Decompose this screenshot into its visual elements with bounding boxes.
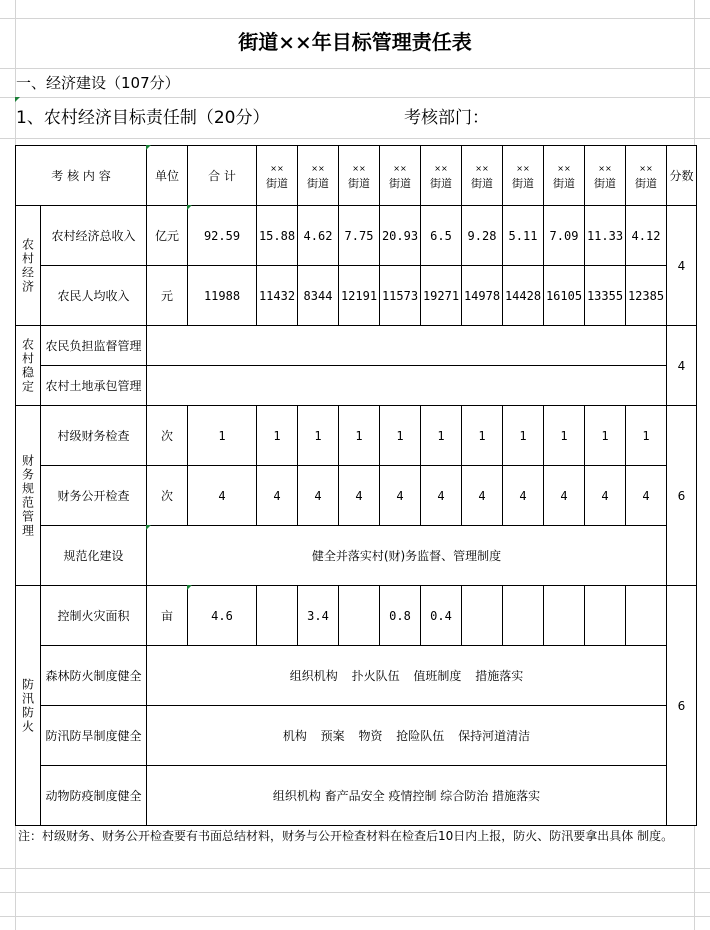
cell-value (462, 586, 503, 646)
table-row (16, 406, 697, 466)
header-content: 考 核 内 容 (16, 146, 147, 206)
score-cell: 4 (667, 326, 697, 406)
cell-value: 19271 (421, 266, 462, 326)
row-span-text: 组织机构 畜产品安全 疫情控制 综合防治 措施落实 (147, 766, 667, 826)
responsibility-table (15, 145, 697, 826)
row-span-text: 组织机构 扑火队伍 值班制度 措施落实 (147, 646, 667, 706)
cell-value: 1 (503, 406, 544, 466)
row-item: 防汛防旱制度健全 (41, 706, 147, 766)
cell-value: 20.93 (380, 206, 421, 266)
header-street-9: ×× 街道 (585, 146, 626, 206)
cell-value: 14978 (462, 266, 503, 326)
row-unit: 元 (147, 266, 188, 326)
row-span-text: 健全并落实村(财)务监督、管理制度 (147, 526, 667, 586)
row-unit: 亿元 (147, 206, 188, 266)
row-item: 动物防疫制度健全 (41, 766, 147, 826)
cell-value: 4 (626, 466, 667, 526)
header-street-6: ×× 街道 (462, 146, 503, 206)
header-street-7: ×× 街道 (503, 146, 544, 206)
cell-value: 7.09 (544, 206, 585, 266)
cell-value: 4 (421, 466, 462, 526)
cell-value: 4 (380, 466, 421, 526)
dept-label: 考核部门： (404, 108, 489, 128)
row-total: 92.59 (188, 206, 257, 266)
cell-value: 4 (544, 466, 585, 526)
cell-value: 1 (421, 406, 462, 466)
cell-value: 1 (380, 406, 421, 466)
score-cell: 6 (667, 586, 697, 826)
cell-value: 4 (257, 466, 298, 526)
cell-marker (187, 205, 192, 210)
cell-value: 4.62 (298, 206, 339, 266)
row-total: 1 (188, 406, 257, 466)
score-cell: 4 (667, 206, 697, 326)
cell-value: 4 (585, 466, 626, 526)
cell-value: 9.28 (462, 206, 503, 266)
cell-marker (187, 585, 192, 590)
table-row (16, 586, 697, 646)
cell-value: 1 (339, 406, 380, 466)
empty-span (147, 326, 667, 366)
cell-value: 1 (626, 406, 667, 466)
row-total: 4 (188, 466, 257, 526)
page-title: 街道××年目标管理责任表 (238, 30, 472, 54)
header-total: 合 计 (188, 146, 257, 206)
table-row (16, 466, 697, 526)
row-item: 农民负担监督管理 (41, 326, 147, 366)
cell-value: 4 (298, 466, 339, 526)
cell-value: 0.8 (380, 586, 421, 646)
row-item: 村级财务检查 (41, 406, 147, 466)
cell-value: 4 (503, 466, 544, 526)
header-street-3: ×× 街道 (339, 146, 380, 206)
table-row (16, 646, 697, 706)
section-heading-economy: 一、经济建设（107分） (16, 74, 180, 92)
header-unit: 单位 (147, 146, 188, 206)
cell-value (544, 586, 585, 646)
group-finance: 财务规范管理 (16, 406, 41, 586)
table-row (16, 526, 697, 586)
cell-marker (146, 525, 151, 530)
cell-value: 15.88 (257, 206, 298, 266)
cell-value: 14428 (503, 266, 544, 326)
row-total: 4.6 (188, 586, 257, 646)
table-row (16, 706, 697, 766)
cell-value: 11573 (380, 266, 421, 326)
cell-value: 12191 (339, 266, 380, 326)
row-item: 规范化建设 (41, 526, 147, 586)
row-item: 森林防火制度健全 (41, 646, 147, 706)
group-flood-fire: 防汛防火 (16, 586, 41, 826)
row-item: 控制火灾面积 (41, 586, 147, 646)
group-rural-economy: 农村经济 (16, 206, 41, 326)
cell-value: 5.11 (503, 206, 544, 266)
cell-value (585, 586, 626, 646)
cell-value: 1 (544, 406, 585, 466)
cell-value: 3.4 (298, 586, 339, 646)
cell-value: 4 (339, 466, 380, 526)
cell-value: 12385 (626, 266, 667, 326)
row-unit: 次 (147, 406, 188, 466)
row-item: 农村土地承包管理 (41, 366, 147, 406)
cell-value: 8344 (298, 266, 339, 326)
header-street-2: ×× 街道 (298, 146, 339, 206)
row-item: 农民人均收入 (41, 266, 147, 326)
cell-marker (146, 145, 151, 150)
table-row (16, 366, 697, 406)
cell-value: 11.33 (585, 206, 626, 266)
cell-value: 11432 (257, 266, 298, 326)
cell-value (257, 586, 298, 646)
header-street-5: ×× 街道 (421, 146, 462, 206)
cell-value: 1 (298, 406, 339, 466)
table-row (16, 206, 697, 266)
table-row (16, 266, 697, 326)
header-score: 分数 (667, 146, 697, 206)
row-item: 农村经济总收入 (41, 206, 147, 266)
cell-value (503, 586, 544, 646)
header-street-10: ×× 街道 (626, 146, 667, 206)
row-item: 财务公开检查 (41, 466, 147, 526)
cell-value: 1 (257, 406, 298, 466)
table-row (16, 326, 697, 366)
row-unit: 次 (147, 466, 188, 526)
cell-value: 7.75 (339, 206, 380, 266)
cell-value: 16105 (544, 266, 585, 326)
footnote: 注：村级财务、财务公开检查要有书面总结材料，财务与公开检查材料在检查后10日内上报，防火、防汛要拿出具体 制度。 (18, 829, 674, 843)
cell-value (339, 586, 380, 646)
cell-value: 0.4 (421, 586, 462, 646)
header-street-8: ×× 街道 (544, 146, 585, 206)
empty-span (147, 366, 667, 406)
row-span-text: 机构 预案 物资 抢险队伍 保持河道清洁 (147, 706, 667, 766)
row-total: 11988 (188, 266, 257, 326)
cell-value: 13355 (585, 266, 626, 326)
cell-value: 4.12 (626, 206, 667, 266)
cell-value (626, 586, 667, 646)
cell-value: 1 (585, 406, 626, 466)
table-row (16, 766, 697, 826)
table-header-row (16, 146, 697, 206)
cell-value: 4 (462, 466, 503, 526)
header-street-4: ×× 街道 (380, 146, 421, 206)
score-cell: 6 (667, 406, 697, 586)
group-rural-stability: 农村稳定 (16, 326, 41, 406)
cell-value: 6.5 (421, 206, 462, 266)
cell-value: 1 (462, 406, 503, 466)
row-unit: 亩 (147, 586, 188, 646)
header-street-1: ×× 街道 (257, 146, 298, 206)
section-heading-rural: 1、农村经济目标责任制（20分） (16, 108, 270, 128)
